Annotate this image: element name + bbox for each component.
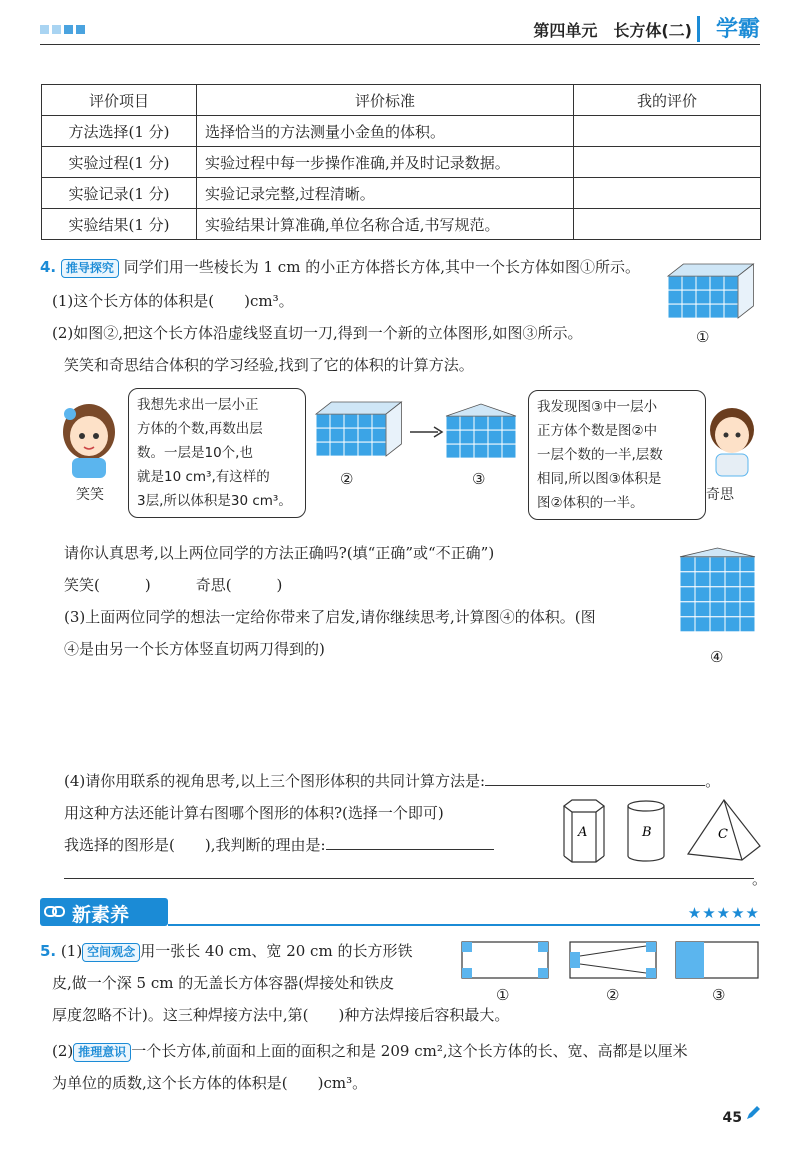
q5-part1-number: (1) bbox=[60, 942, 83, 960]
figure-2-label: ② bbox=[340, 470, 354, 488]
xiaoxiao-speech-bubble bbox=[128, 388, 306, 518]
section-rule bbox=[168, 924, 760, 926]
q5-part2-number: (2) bbox=[52, 1042, 74, 1060]
answer-blank[interactable] bbox=[485, 785, 705, 786]
difficulty-stars: ★★★★★ bbox=[687, 904, 760, 922]
link-icon bbox=[44, 903, 66, 921]
welding-diagrams bbox=[460, 940, 760, 988]
header-decoration bbox=[40, 20, 88, 38]
page-number: 45 bbox=[722, 1110, 742, 1126]
bubble-line: 正方体个数是图②中 bbox=[537, 423, 658, 439]
q5-part2-text: 一个长方体,前面和上面的面积之和是 209 cm²,这个长方体的长、宽、高都是以厘米 bbox=[131, 1042, 688, 1060]
bubble-line: 就是10 cm³,有这样的 bbox=[137, 469, 270, 485]
q4-part4c bbox=[64, 834, 494, 855]
table-cell: 实验结果(1 分) bbox=[42, 209, 197, 240]
shape-b-label: B bbox=[642, 825, 652, 840]
period: 。 bbox=[752, 870, 768, 888]
q4-part4a-text: (4)请你用联系的视角思考,以上三个图形体积的共同计算方法是: bbox=[64, 772, 486, 790]
answer-blank[interactable] bbox=[326, 849, 494, 850]
welding-label-2: ② bbox=[606, 986, 620, 1004]
shape-a-label: A bbox=[578, 825, 588, 840]
q5-tag-space: 空间观念 bbox=[82, 943, 140, 962]
figure-4-label: ④ bbox=[710, 648, 724, 666]
question-number: 4. bbox=[40, 258, 57, 276]
table-row bbox=[42, 116, 761, 147]
figure-1-cuboid bbox=[664, 262, 764, 344]
table-row bbox=[42, 147, 761, 178]
shape-c-label: C bbox=[718, 827, 728, 842]
q4-answers[interactable]: 笑笑( ) 奇思( ) bbox=[64, 576, 283, 594]
answer-line[interactable] bbox=[64, 878, 754, 879]
q4-intro-text: 同学们用一些棱长为 1 cm 的小正方体搭长方体,其中一个长方体如图①所示。 bbox=[123, 258, 640, 276]
table-cell: 实验记录(1 分) bbox=[42, 178, 197, 209]
q5-part2-line2: 为单位的质数,这个长方体的体积是( )cm³。 bbox=[52, 1074, 368, 1092]
table-row bbox=[42, 178, 761, 209]
qisi-avatar bbox=[704, 402, 760, 478]
pencil-icon bbox=[744, 1104, 762, 1122]
unit-title: 第四单元 长方体(二) bbox=[533, 21, 692, 40]
q4-part3a: (3)上面两位同学的想法一定给你带来了启发,请你继续思考,计算图④的体积。(图 bbox=[64, 608, 596, 626]
header-rule bbox=[40, 44, 760, 45]
q4-part4b: 用这种方法还能计算右图哪个图形的体积?(选择一个即可) bbox=[64, 804, 444, 822]
logo-divider bbox=[697, 16, 700, 42]
q4-part2b: 笑笑和奇思结合体积的学习经验,找到了它的体积的计算方法。 bbox=[64, 356, 474, 374]
figure-4-cuboid bbox=[676, 546, 766, 646]
xiaoxiao-name: 笑笑 bbox=[76, 487, 104, 503]
table-cell: 实验过程(1 分) bbox=[42, 147, 197, 178]
table-header: 评价项目 bbox=[42, 85, 197, 116]
table-header: 评价标准 bbox=[197, 85, 574, 116]
question-number: 5. bbox=[40, 942, 57, 960]
q5-tag-reasoning: 推理意识 bbox=[73, 1043, 131, 1062]
section-banner bbox=[40, 898, 168, 926]
welding-method-3 bbox=[676, 942, 758, 978]
figure-3-solid bbox=[444, 402, 524, 472]
bubble-line: 方体的个数,再数出层 bbox=[137, 421, 263, 437]
table-cell: 实验记录完整,过程清晰。 bbox=[197, 178, 574, 209]
bubble-line: 我发现图③中一层小 bbox=[537, 399, 658, 415]
welding-label-1: ① bbox=[496, 986, 510, 1004]
q5-part1-line3: 厚度忽略不计)。这三种焊接方法中,第( )种方法焊接后容积最大。 bbox=[52, 1006, 510, 1024]
q4-part2: (2)如图②,把这个长方体沿虚线竖直切一刀,得到一个新的立体图形,如图③所示。 bbox=[52, 324, 583, 342]
table-cell: 方法选择(1 分) bbox=[42, 116, 197, 147]
q5-part1-line2: 皮,做一个深 5 cm 的无盖长方体容器(焊接处和铁皮 bbox=[52, 974, 395, 992]
figure-1-label: ① bbox=[696, 328, 710, 346]
shapes-abc bbox=[556, 798, 766, 866]
brand-logo: 学霸 bbox=[715, 17, 760, 42]
table-cell: 实验结果计算准确,单位名称合适,书写规范。 bbox=[197, 209, 574, 240]
bubble-line: 数。一层是10个,也 bbox=[137, 445, 253, 461]
evaluation-input-cell[interactable] bbox=[574, 209, 761, 240]
q4-part4c-text: 我选择的图形是( ),我判断的理由是: bbox=[64, 836, 326, 854]
q4-intro bbox=[40, 256, 640, 278]
table-cell: 实验过程中每一步操作准确,并及时记录数据。 bbox=[197, 147, 574, 178]
figure-3-label: ③ bbox=[472, 470, 486, 488]
bubble-line: 相同,所以图③体积是 bbox=[537, 471, 662, 487]
evaluation-input-cell[interactable] bbox=[574, 147, 761, 178]
bubble-line: 一层个数的一半,层数 bbox=[537, 447, 663, 463]
arrow-icon bbox=[408, 424, 444, 440]
welding-method-1 bbox=[462, 942, 548, 978]
welding-label-3: ③ bbox=[712, 986, 726, 1004]
q5-part1-line1 bbox=[40, 940, 412, 962]
evaluation-input-cell[interactable] bbox=[574, 178, 761, 209]
bubble-line: 图②体积的一半。 bbox=[537, 495, 644, 511]
xiaoxiao-avatar bbox=[58, 400, 120, 480]
table-header: 我的评价 bbox=[574, 85, 761, 116]
q5-part1-text: 用一张长 40 cm、宽 20 cm 的长方形铁 bbox=[140, 942, 413, 960]
q4-part1: (1)这个长方体的体积是( )cm³。 bbox=[52, 292, 294, 310]
qisi-speech-bubble bbox=[528, 390, 706, 520]
table-cell: 选择恰当的方法测量小金鱼的体积。 bbox=[197, 116, 574, 147]
q4-tag: 推导探究 bbox=[61, 259, 119, 278]
q5-part2-line1 bbox=[52, 1040, 688, 1062]
qisi-name: 奇思 bbox=[706, 487, 734, 503]
bubble-line: 3层,所以体积是30 cm³。 bbox=[137, 493, 292, 509]
q4-ask: 请你认真思考,以上两位同学的方法正确吗?(填“正确”或“不正确”) bbox=[64, 544, 495, 562]
figure-2-cuboid bbox=[312, 400, 412, 472]
evaluation-table bbox=[41, 84, 761, 240]
welding-method-2 bbox=[570, 942, 656, 978]
evaluation-input-cell[interactable] bbox=[574, 116, 761, 147]
q4-part3b: ④是由另一个长方体竖直切两刀得到的) bbox=[64, 640, 325, 658]
bubble-line: 我想先求出一层小正 bbox=[137, 397, 259, 413]
table-row bbox=[42, 209, 761, 240]
section-title: 新素养 bbox=[72, 904, 130, 926]
q4-part4a: (4)请你用联系的视角思考,以上三个图形体积的共同计算方法是: 。 bbox=[64, 772, 721, 790]
